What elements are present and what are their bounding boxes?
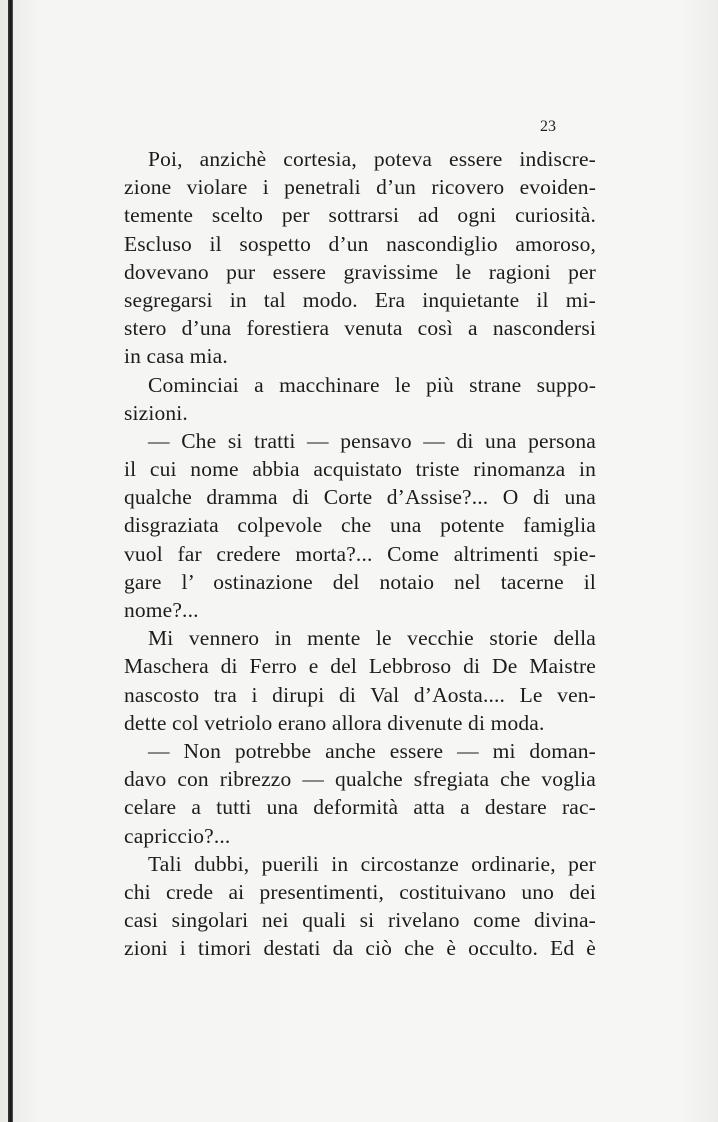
- text-line: Tali dubbi, puerili in circostanze ordinarie, per: [148, 851, 596, 876]
- paragraph-5: [124, 737, 596, 850]
- text-line: zione violare i penetrali d’un ricovero evoiden-: [124, 175, 596, 200]
- text-line: capriccio?...: [124, 823, 231, 848]
- text-line: nome?...: [124, 598, 199, 622]
- binding-edge: [8, 0, 13, 1122]
- text-line: gare l’ ostinazione del notaio nel tacerne il: [124, 569, 596, 594]
- body-text: [124, 145, 596, 962]
- text-line: Escluso il sospetto d’un nascondiglio amoroso,: [124, 231, 596, 256]
- paragraph-1: [124, 145, 596, 371]
- paragraph-2: [124, 371, 596, 427]
- text-line: in casa mia.: [124, 344, 228, 369]
- text-line: dovevano pur essere gravissime le ragioni per: [124, 259, 596, 284]
- text-line: stero d’una forestiera venuta così a nascondersi: [124, 316, 596, 341]
- text-line: temente scelto per sottrarsi ad ogni curiosità.: [124, 203, 596, 228]
- text-line: davo con ribrezzo — qualche sfregiata che voglia: [124, 767, 596, 792]
- text-line: celare a tutti una deformità atta a destare rac-: [124, 795, 596, 820]
- page-number: 23: [540, 118, 556, 135]
- text-line: dette col vetriolo erano allora divenute di moda.: [124, 710, 545, 735]
- text-line: Cominciai a macchinare le più strane suppo-: [148, 372, 596, 397]
- paragraph-6: [124, 850, 596, 963]
- text-line: chi crede ai presentimenti, costituivano uno dei: [124, 879, 596, 904]
- text-line: Maschera di Ferro e del Lebbroso di De Maistre: [124, 654, 596, 679]
- text-line: — Che si tratti — pensavo — di una persona: [148, 428, 596, 453]
- text-line: vuol far credere morta?... Come altrimenti spie-: [124, 541, 596, 566]
- text-line: — Non potrebbe anche essere — mi doman-: [148, 738, 596, 763]
- text-line: zioni i timori destati da ciò che è occulto. Ed è: [124, 936, 596, 961]
- text-line: disgraziata colpevole che una potente famiglia: [124, 513, 596, 538]
- text-line: il cui nome abbia acquistato triste rinomanza in: [124, 457, 596, 482]
- text-line: casi singolari nei quali si rivelano come divina-: [124, 908, 596, 933]
- text-line: Poi, anzichè cortesia, poteva essere indiscre-: [148, 147, 596, 171]
- text-line: nascosto tra i dirupi di Val d’Aosta.... Le ven-: [124, 682, 596, 707]
- text-line: Mi vennero in mente le vecchie storie della: [148, 626, 596, 651]
- text-line: sizioni.: [124, 400, 188, 425]
- text-line: qualche dramma di Corte d’Assise?... O di una: [124, 485, 596, 510]
- paragraph-3: [124, 427, 596, 624]
- text-line: segregarsi in tal modo. Era inquietante il mi-: [124, 287, 596, 312]
- paragraph-4: [124, 624, 596, 737]
